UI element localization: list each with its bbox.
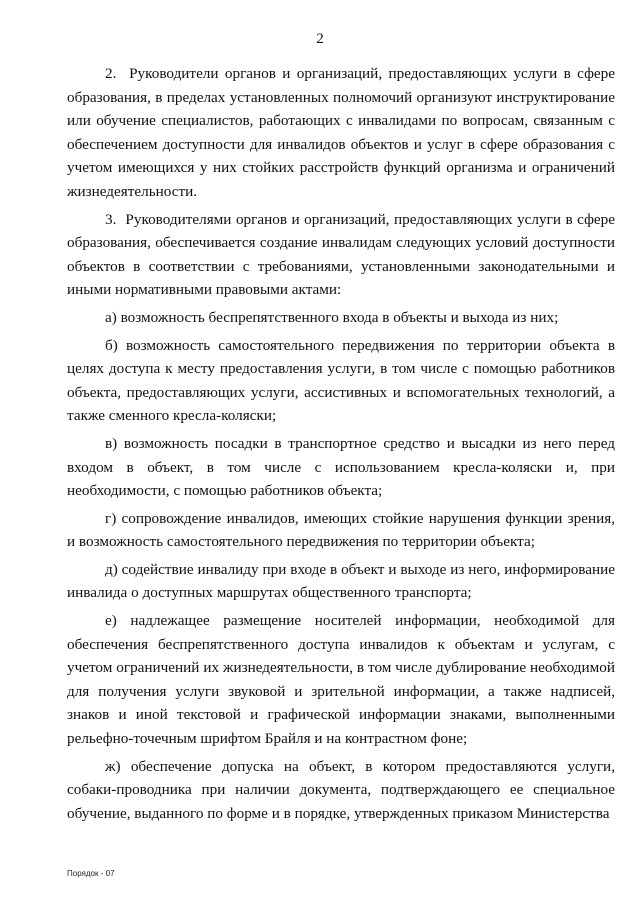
list-item-g: г) сопровождение инвалидов, имеющих стойкие нарушения функции зрения, и возможность самостоятельного передвижения по территории объекта; bbox=[67, 509, 615, 551]
list-item-d: д) содействие инвалиду при входе в объект и выходе из него, информирование инвалида о доступных маршрутах общественного транспорта; bbox=[67, 560, 615, 602]
list-item-a: а) возможность беспрепятственного входа в объекты и выхода из них; bbox=[105, 308, 559, 326]
list-item-v: в) возможность посадки в транспортное средство и высадки из него перед входом в объект, в том числе с использованием кресла-коляски и, при необходимости, с помощью работников объекта; bbox=[67, 434, 615, 500]
page-footer: Порядок - 07 bbox=[67, 869, 115, 878]
list-item-e: е) надлежащее размещение носителей информации, необходимой для обеспечения беспрепятственного доступа инвалидов к объектам и услугам, с учетом ограничений их жизнедеятельности, в том числе дублирование необходимой для получения услуги звуковой и зрительной информации, а также надписей, знаков и иной текстовой и графической информации знаками, выполненными рельефно-точечным шрифтом Брайля и на контрастном фоне; bbox=[67, 612, 615, 748]
list-item-zh: ж) обеспечение допуска на объект, в котором предоставляются услуги, собаки-проводника при наличии документа, подтверждающего ее специальное обучение, выданного по форме и в порядке, утвержденных приказом Министерства bbox=[67, 757, 615, 822]
document-body bbox=[67, 62, 615, 825]
paragraph-3: 3. Руководителями органов и организаций, предоставляющих услуги в сфере образования, обеспечивается создание инвалидам следующих условий доступности объектов в соответствии с требованиями, установленными законодательными и иными нормативными правовыми актами: bbox=[67, 210, 615, 299]
list-item-b: б) возможность самостоятельного передвижения по территории объекта в целях доступа к месту предоставления услуги, в том числе с помощью работников объекта, предоставляющих услуги, ассистивных и вспомогательных технологий, а также сменного кресла-коляски; bbox=[67, 336, 615, 425]
paragraph-2: 2. Руководители органов и организаций, предоставляющих услуги в сфере образования, в пределах установленных полномочий организуют инструктирование или обучение специалистов, работающих с инвалидами по вопросам, связанным с обеспечением доступности для инвалидов объектов и услуг в сфере образования с учетом имеющихся у них стойких расстройств функций организма и ограничений жизнедеятельности. bbox=[67, 65, 615, 200]
page-number: 2 bbox=[316, 31, 324, 47]
